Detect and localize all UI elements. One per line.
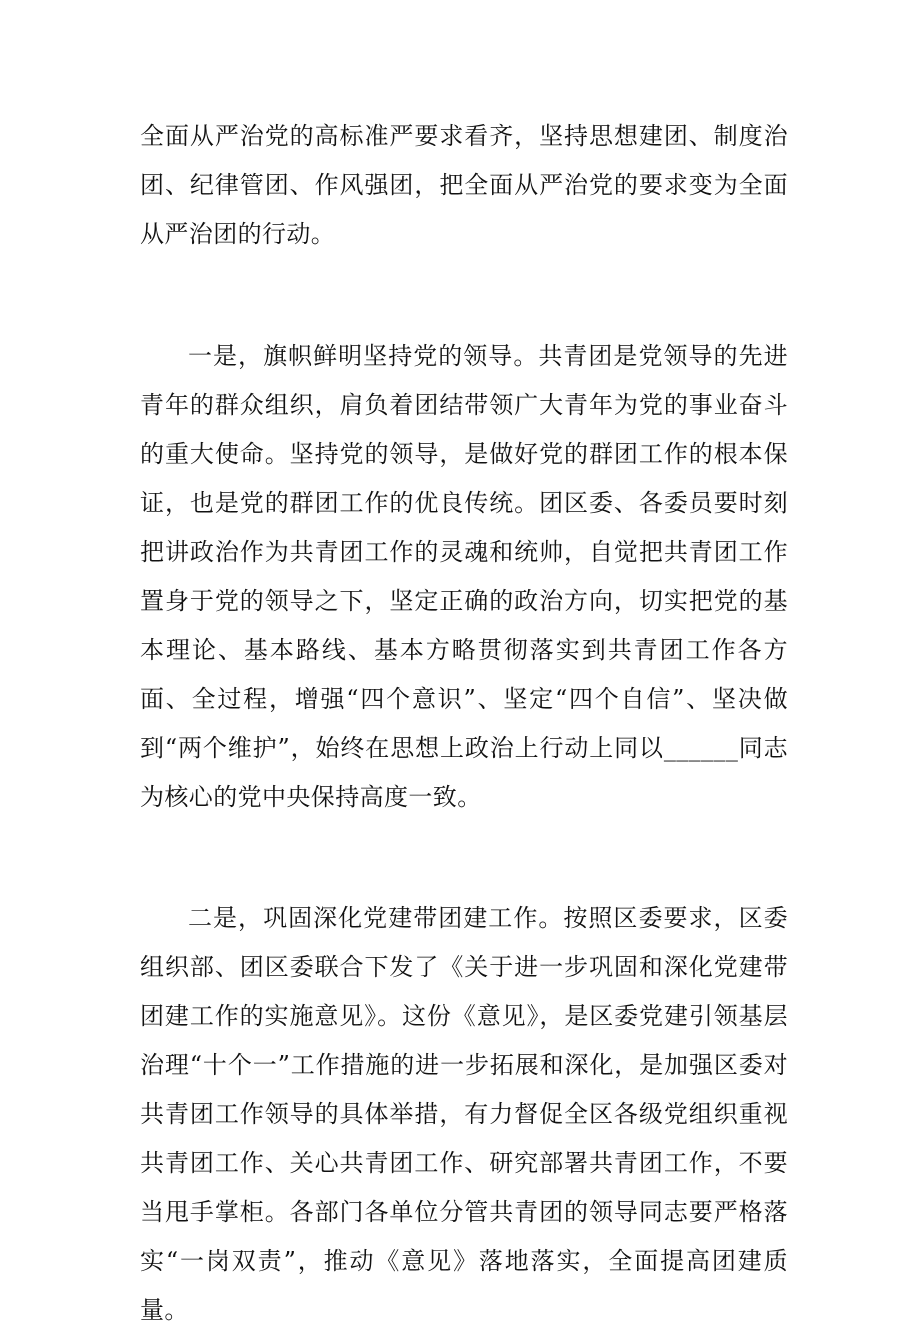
paragraph-party-building: 二是，巩固深化党建带团建工作。按照区委要求，区委组织部、团区委联合下发了《关于进一步巩固和深化党建带团建工作的实施意见》。这份《意见》，是区委党建引领基层治理“十个一”工作措施的进一步拓展和深化，是加强区委对共青团工作领导的具体举措，有力督促全区各级党组织重视共青团工作、关心共青团工作、研究部署共青团工作，不要当甩手掌柜。各部门各单位分管共青团的领导同志要严格落实“一岗双责”，推动《意见》落地落实，全面提高团建质量。 [140, 904, 788, 1324]
paragraph-party-leadership: 一是，旗帜鲜明坚持党的领导。共青团是党领导的先进青年的群众组织，肩负着团结带领广大青年为党的事业奋斗的重大使命。坚持党的领导，是做好党的群团工作的根本保证，也是党的群团工作的优良传统。团区委、各委员要时刻把讲政治作为共青团工作的灵魂和统帅，自觉把共青团工作置身于党的领导之下，坚定正确的政治方向，切实把党的基本理论、基本路线、基本方略贯彻落实到共青团工作各方面、全过程，增强“四个意识”、坚定“四个自信”、坚决做到“两个维护”，始终在思想上政治上行动上同以______同志为核心的党中央保持高度一致。 [140, 342, 788, 811]
document-page [140, 112, 788, 1335]
paragraph-continuation: 全面从严治党的高标准严要求看齐，坚持思想建团、制度治团、纪律管团、作风强团，把全面从严治党的要求变为全面从严治团的行动。 [140, 122, 788, 248]
